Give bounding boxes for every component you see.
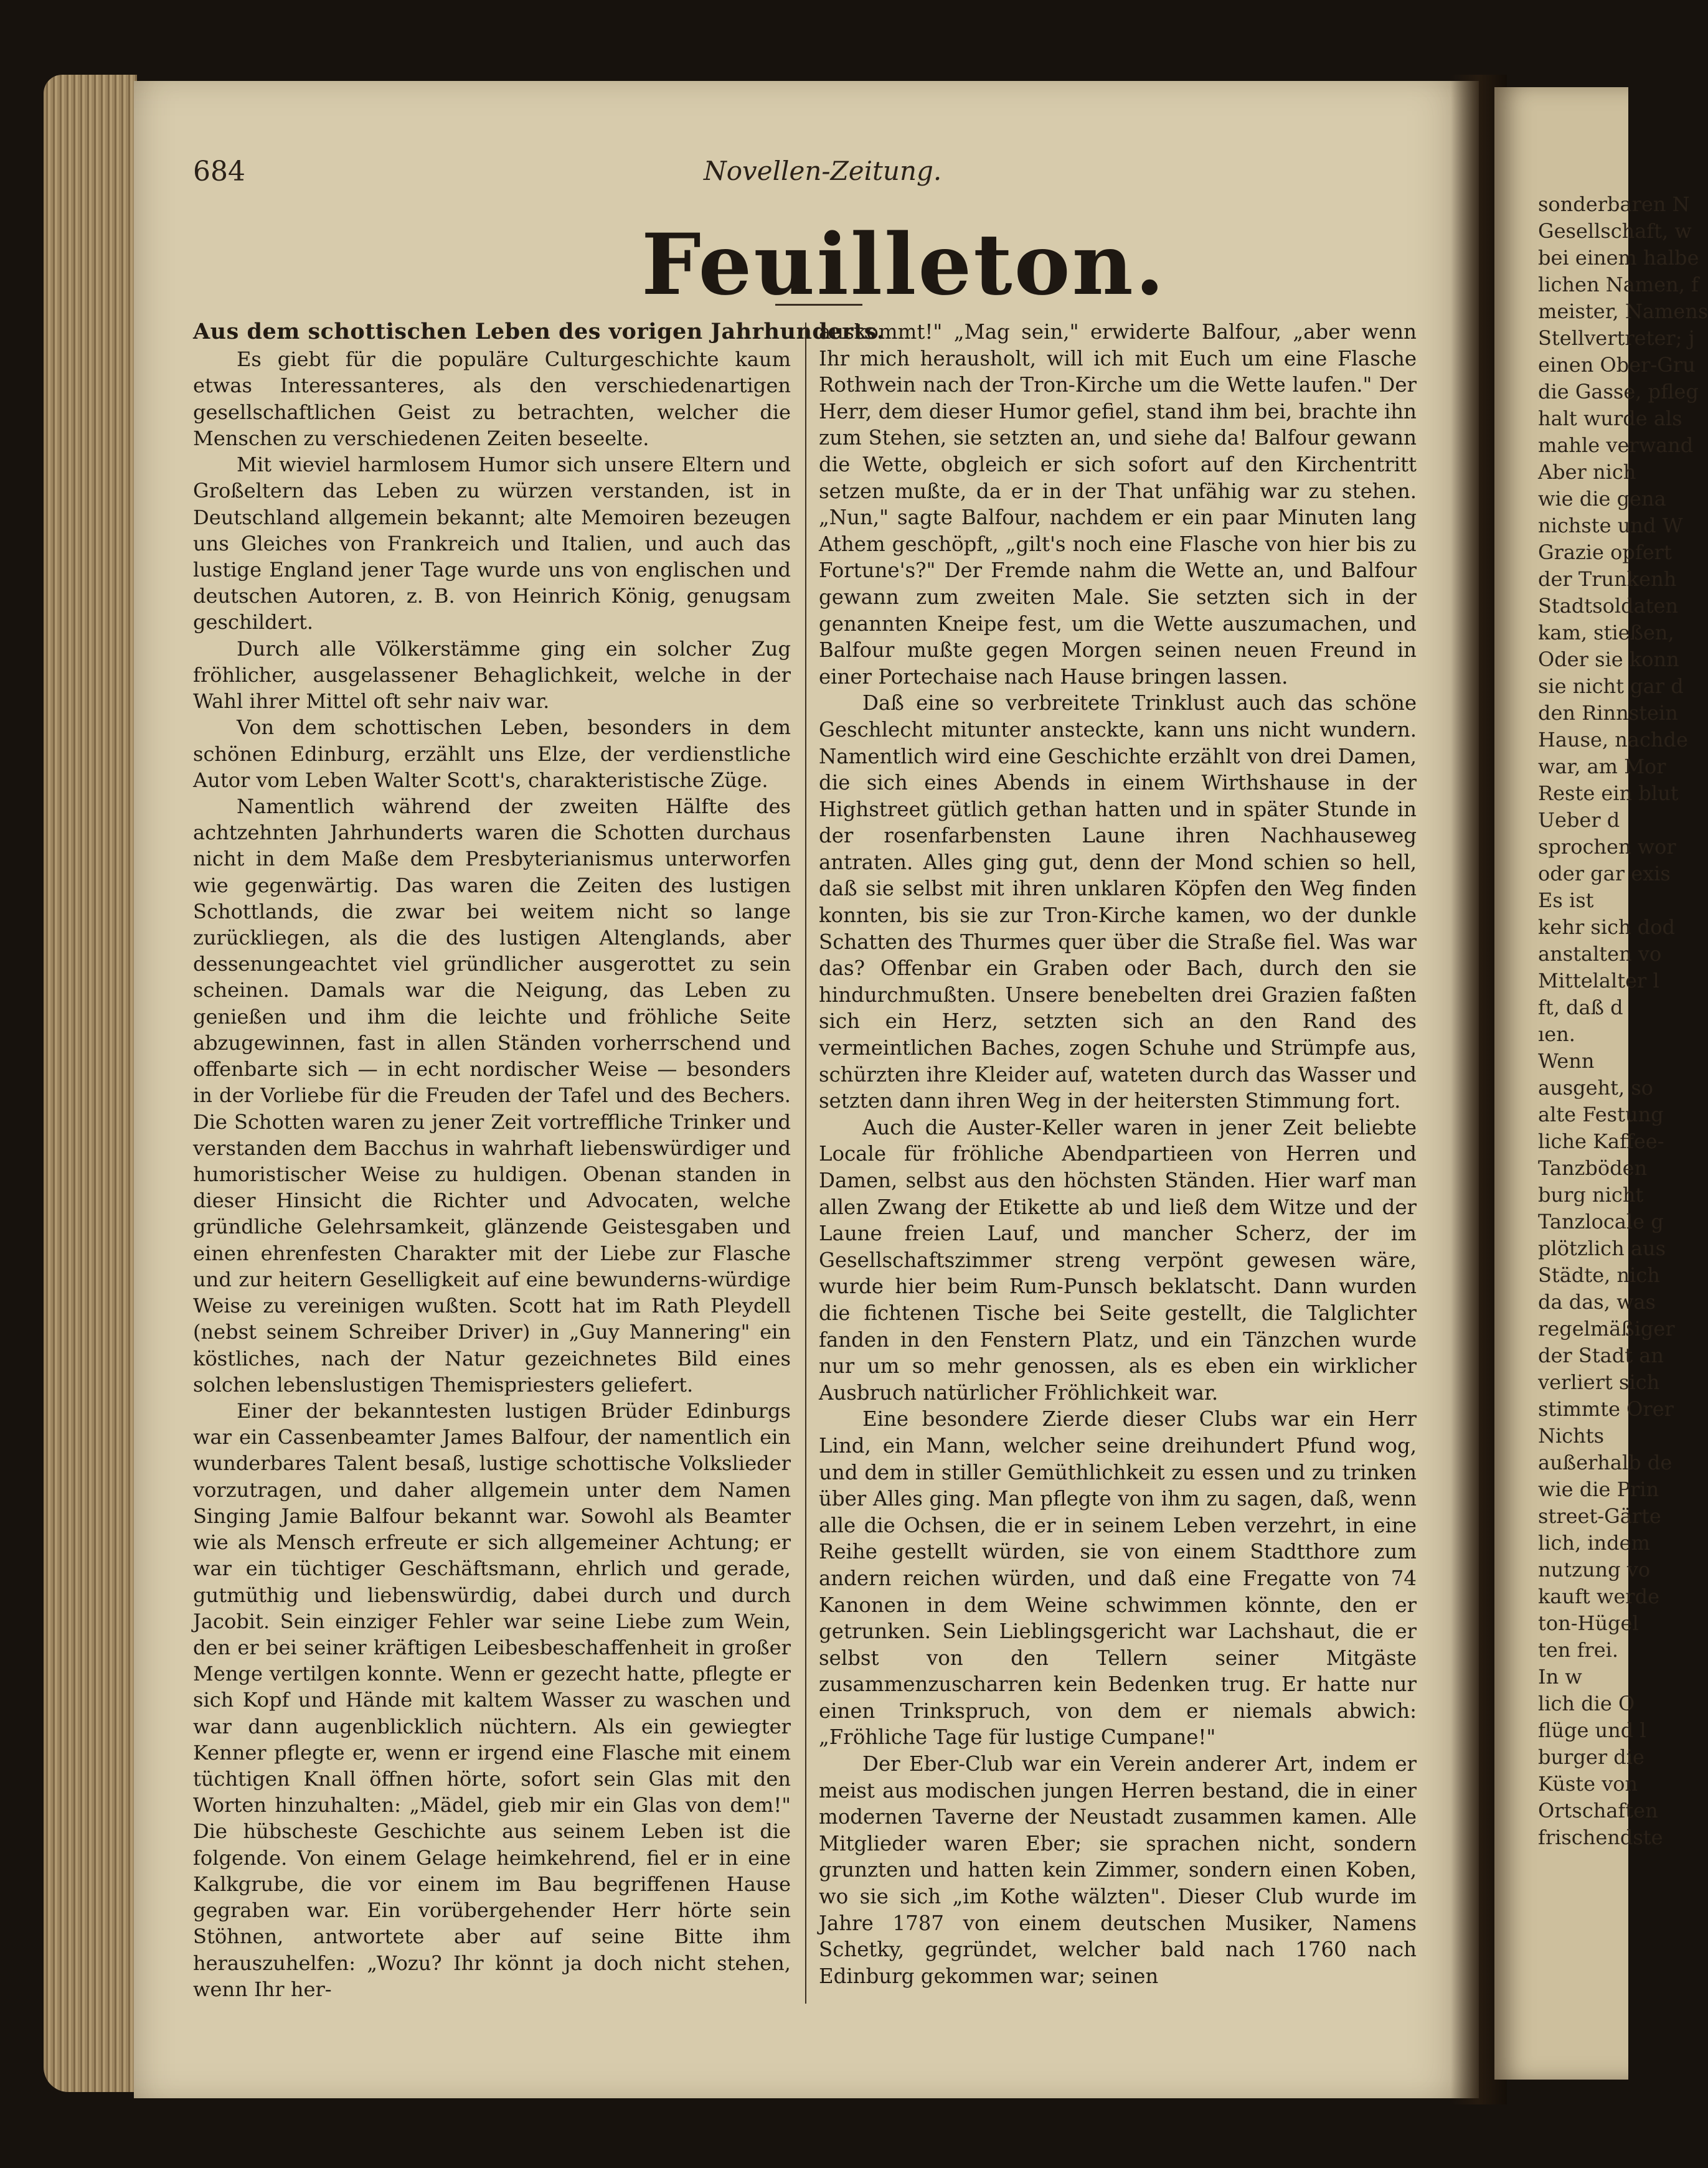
facing-page (1494, 87, 1708, 2080)
facing-page-text-fragment: war, am Mor (1538, 755, 1666, 778)
facing-page-text-fragment: ausgeht, so (1538, 1076, 1654, 1100)
facing-page-text-fragment: wie die gena (1538, 487, 1666, 511)
facing-page-text-fragment: halt wurde als (1538, 407, 1682, 430)
facing-page-text-fragment: sprochen wor (1538, 835, 1676, 859)
facing-page-text-fragment: der Stadt an (1538, 1344, 1664, 1367)
facing-page-text-fragment: verliert sich (1538, 1370, 1660, 1394)
facing-page-text-fragment: street-Gärte (1538, 1504, 1661, 1528)
facing-page-text-fragment: burg nicht (1538, 1183, 1644, 1207)
left-column (193, 319, 885, 2002)
facing-page-text-fragment: regelmäßiger (1538, 1317, 1675, 1341)
facing-page-text-fragment: Aber nich (1538, 460, 1636, 484)
facing-page-text-fragment: Nichts (1538, 1424, 1605, 1448)
facing-page-text-fragment: kehr sich dod (1538, 915, 1675, 939)
facing-page-text-fragment: stimmte Orer (1538, 1397, 1674, 1421)
facing-page-text-fragment: Wenn (1538, 1049, 1595, 1073)
facing-page-text-fragment: Stellvertreter; j (1538, 326, 1695, 350)
paragraph: Es giebt für die populäre Culturgeschichte kaum etwas Interessanteres, als den verschiedenartigen gesellschaftlichen Geist zu betrachten, welcher die Menschen zu verschiedenen Zeiten beseelte. (193, 347, 791, 450)
facing-page-text-fragment: nichste und W (1538, 514, 1683, 537)
facing-page-text-fragment: der Trunkenh (1538, 567, 1677, 591)
page-stack-edge (44, 75, 137, 2092)
facing-page-text-fragment: ton-Hügel (1538, 1611, 1639, 1635)
paragraph: Durch alle Völkerstämme ging ein solcher Zug fröhlicher, ausgelassener Behaglichkeit, welche in der Wahl ihrer Mittel oft sehr naiv war. (193, 636, 791, 714)
facing-page-text-fragment: den Rinnstein (1538, 701, 1678, 725)
facing-page-text-fragment: wie die Prin (1538, 1478, 1659, 1501)
facing-page-text-fragment: frischendste (1538, 1826, 1663, 1849)
facing-page-text-fragment: lich die O (1538, 1692, 1635, 1715)
facing-page-text-fragment: die Gasse, pfleg (1538, 380, 1699, 403)
paragraph: Mit wieviel harmlosem Humor sich unsere Eltern und Großeltern das Leben zu würzen verstanden, ist in Deutschland allgemein bekannt; alte Memoiren bezeugen uns Gleiches von Frankreich und Italien, und auch das lustige England jener Tage wurde uns von englischen und deutschen Autoren, z. B. von Heinrich König, genugsam geschildert. (193, 453, 791, 634)
running-title: Novellen-Zeitung. (704, 156, 942, 186)
facing-page-text-fragment: Reste ein blut (1538, 781, 1679, 805)
column-divider (805, 323, 806, 2004)
page-header (193, 156, 1438, 193)
facing-page-text-fragment: sie nicht gar d (1538, 674, 1684, 698)
facing-page-text-fragment: ıen. (1538, 1022, 1575, 1046)
facing-page-text-fragment: Städte, nich (1538, 1263, 1660, 1287)
facing-page-text-fragment: Stadtsoldaten (1538, 594, 1679, 618)
paragraph: Von dem schottischen Leben, besonders in dem schönen Edinburg, erzählt uns Elze, der verdienstliche Autor vom Leben Walter Scott's, charakteristische Züge. (193, 715, 791, 792)
facing-page-text-fragment: sonderbaren N (1538, 192, 1690, 216)
facing-page-text-fragment: meister, Namens (1538, 299, 1708, 323)
facing-page-text-fragment: plötzlich aus (1538, 1237, 1666, 1260)
facing-page-text-fragment: alte Festung (1538, 1103, 1664, 1126)
section-title: Feuilleton. (641, 215, 1166, 314)
paragraph: Einer der bekanntesten lustigen Brüder Edinburgs war ein Cassenbeamter James Balfour, der namentlich ein wunderbares Talent besaß, lustige schottische Volkslieder vorzutragen, und daher allgemein unter dem Namen Singing Jamie Balfour bekannt war. Sowohl als Beamter wie als Mensch erfreute er sich allgemeiner Achtung; er war ein tüchtiger Geschäftsmann, ehrlich und gerade, gutmüthig und liebenswürdig, dabei durch und durch Jacobit. Sein einziger Fehler war seine Liebe zum Wein, den er bei seiner kräftigen Leibesbeschaffenheit in großer Menge vertilgen konnte. Wenn er gezecht hatte, pflegte er sich Kopf und Hände mit kaltem Wasser zu waschen und war dann augenblicklich nüchtern. Als ein gewiegter Kenner pflegte er, wenn er irgend eine Flasche mit einem tüchtigen Knall öffnen hörte, sofort sein Glas mit den Worten hinzuhalten: „Mädel, gieb mir ein Glas von dem!" Die hübscheste Geschichte aus seinem Leben ist die folgende. Von einem Gelage heimkehrend, fiel er in eine Kalkgrube, die vor einem im Bau begriffenen Hause gegraben war. Ein vorübergehender Herr hörte sein Stöhnen, antwortete aber auf seine Bitte ihm herauszuhelfen: „Wozu? Ihr könnt ja doch nicht stehen, wenn Ihr her- (193, 1398, 791, 2001)
facing-page-text-fragment: burger die (1538, 1745, 1644, 1769)
facing-page-text-fragment: einen Ober-Gru (1538, 353, 1696, 377)
facing-page-text-fragment: Tanzböden (1538, 1156, 1648, 1180)
right-column (819, 319, 1417, 1989)
facing-page-text-fragment: da das, was (1538, 1290, 1656, 1314)
facing-page-text-fragment: kauft werde (1538, 1585, 1659, 1608)
paragraph: Der Eber-Club war ein Verein anderer Art, indem er meist aus modischen jungen Herren bestand, die in einer modernen Taverne der Neustadt zusammen kamen. Alle Mitglieder waren Eber; sie sprachen nicht, sondern grunzten und hatten kein Zimmer, sondern einen Koben, wo sie sich „im Kothe wälzten". Dieser Club wurde im Jahre 1787 von einem deutschen Musiker, Namens Schetky, gegründet, welcher bald nach 1760 nach Edinburg gekommen war; seinen (819, 1752, 1417, 1988)
article-title: Aus dem schottischen Leben des vorigen Jahrhunderts. (193, 319, 885, 344)
facing-page-text-fragment: In w (1538, 1665, 1582, 1689)
facing-page-text-fragment: flüge und l (1538, 1718, 1646, 1742)
facing-page-text-fragment: außerhalb de (1538, 1451, 1673, 1474)
facing-page-text-fragment: liche Kaffee- (1538, 1129, 1664, 1153)
paragraph: auskommt!" „Mag sein," erwiderte Balfour, „aber wenn Ihr mich herausholt, will ich mit Euch um eine Flasche Rothwein nach der Tron-Kirche um die Wette laufen." Der Herr, dem dieser Humor gefiel, stand ihm bei, brachte ihn zum Stehen, sie setzten an, und siehe da! Balfour gewann die Wette, obgleich er sich sofort auf den Kirchentritt setzen mußte, da er in der That unfähig war zu stehen. „Nun," sagte Balfour, nachdem er ein paar Minuten lang Athem geschöpft, „gilt's noch eine Flasche von hier bis zu Fortune's?" Der Fremde nahm die Wette an, und Balfour gewann zum zweiten Male. Sie setzten sich in der genannten Kneipe fest, um die Wette auszumachen, und Balfour mußte gegen Morgen seinen neuen Freund in einer Portechaise nach Hause bringen lassen. (819, 320, 1417, 689)
facing-page-text-fragment: Es ist (1538, 888, 1594, 912)
facing-page-text-fragment: bei einem halbe (1538, 246, 1699, 270)
facing-page-text-fragment: nutzung vo (1538, 1558, 1651, 1581)
facing-page-text-fragment: ft, daß d (1538, 996, 1623, 1019)
facing-page-text-fragment: Küste von (1538, 1772, 1638, 1796)
facing-page-text-fragment: kam, stießen, (1538, 621, 1674, 644)
title-ornament-rule (775, 304, 862, 306)
facing-page-text-fragment: Tanzlocale g (1538, 1210, 1664, 1233)
facing-page-text-fragment: Ueber d (1538, 808, 1620, 832)
paragraph: Auch die Auster-Keller waren in jener Zeit beliebte Locale für fröhliche Abendpartieen von Herren und Damen, selbst aus den höchsten Ständen. Hier warf man allen Zwang der Etikette ab und ließ dem Witze und der Laune freien Lauf, und mancher Scherz, der im Gesellschaftszimmer streng verpönt gewesen wäre, wurde hier beim Rum-Punsch beklatscht. Dann wurden die fichtenen Tische bei Seite gestellt, die Talglichter fanden in den Fenstern Platz, und ein Tänzchen wurde nur um so mehr genossen, als es eben ein wirklicher Ausbruch natürlicher Fröhlichkeit war. (819, 1115, 1417, 1405)
paragraph: Eine besondere Zierde dieser Clubs war ein Herr Lind, ein Mann, welcher seine dreihundert Pfund wog, und dem in stiller Gemüthlichkeit zu essen und zu trinken über Alles ging. Man pflegte von ihm zu sagen, daß, wenn alle die Ochsen, die er in seinem Leben verzehrt, in eine Reihe gestellt würden, sie von einem Stadtthore zum andern reichen würden, und daß eine Fregatte von 74 Kanonen in dem Weine schwimmen könnte, den er getrunken. Sein Lieblingsgericht war Lachshaut, die er selbst von den Tellern seiner Mitgäste zusammenzuscharren kein Bedenken trug. Er hatte nur einen Trinkspruch, von dem er niemals abwich: „Fröhliche Tage für lustige Cumpane!" (819, 1407, 1417, 1750)
facing-page-text-fragment: lichen Namen, f (1538, 273, 1699, 296)
facing-page-text-fragment: anstalten vo (1538, 942, 1662, 966)
facing-page-text-fragment: Hause, nachde (1538, 728, 1688, 752)
facing-page-text-fragment: Mittelalter l (1538, 969, 1659, 992)
facing-page-text-fragment: Gesellschaft, w (1538, 219, 1692, 243)
facing-page-text-fragment: Oder sie konn (1538, 648, 1679, 671)
page-number: 684 (193, 156, 245, 187)
paragraph: Daß eine so verbreitete Trinklust auch das schöne Geschlecht mitunter ansteckte, kann uns nicht wundern. Namentlich wird eine Geschichte erzählt von drei Damen, die sich eines Abends in einem Wirthshause in der Highstreet gütlich gethan hatten und in später Stunde in der rosenfarbensten Laune ihren Nachhauseweg antraten. Alles ging gut, denn der Mond schien so hell, daß sie selbst mit ihren unklaren Köpfen den Weg finden konnten, bis sie zur Tron-Kirche kamen, wo der dunkle Schatten des Thurmes quer über die Straße fiel. Was war das? Offenbar ein Graben oder Bach, durch den sie hindurchmußten. Unsere benebelten drei Grazien faßten sich ein Herz, setzten sich an den Rand des vermeintlichen Baches, zogen Schuhe und Strümpfe aus, schürzten ihre Kleider auf, wateten durch das Wasser und setzten dann ihren Weg in der heitersten Stimmung fort. (819, 691, 1417, 1113)
facing-page-text-fragment: lich, indem (1538, 1531, 1650, 1555)
facing-page-text-fragment: Grazie opfert (1538, 540, 1672, 564)
facing-page-text-fragment: mahle verwand (1538, 433, 1694, 457)
facing-page-text-fragment: oder gar exis (1538, 862, 1671, 885)
facing-page-text-fragment: ten frei. (1538, 1638, 1619, 1662)
paragraph: Namentlich während der zweiten Hälfte des achtzehnten Jahrhunderts waren die Schotten durchaus nicht in dem Maße dem Presbyterianismus unterworfen wie gegenwärtig. Das waren die Zeiten des lustigen Schottlands, die zwar bei weitem nicht so lange zurückliegen, als die des lustigen Altenglands, aber dessenungeachtet viel gründlicher ausgerottet zu sein scheinen. Damals war die Neigung, das Leben zu genießen und ihm die leichte und fröhliche Seite abzugewinnen, fast in allen Ständen vorherrschend und offenbarte sich — in echt nordischer Weise — besonders in der Vorliebe für die Freuden der Tafel und des Bechers. Die Schotten waren zu jener Zeit vortreffliche Trinker und verstanden dem Bacchus in wahrhaft liebenswürdiger und humoristischer Weise zu huldigen. Obenan standen in dieser Hinsicht die Richter und Advocaten, welche gründliche Gelehrsamkeit, glänzende Geistesgaben und einen ehrenfesten Charakter mit der Liebe zur Flasche und zur heitern Geselligkeit auf eine bewunderns-würdige Weise zu vereinigen wußten. Scott hat im Rath Pleydell (nebst seinem Schreiber Driver) in „Guy Mannering" ein köstliches, nach der Natur gezeichnetes Bild eines solchen lebenslustigen Themispriesters geliefert. (193, 794, 791, 1397)
facing-page-text-fragment: Ortschaften (1538, 1799, 1658, 1822)
